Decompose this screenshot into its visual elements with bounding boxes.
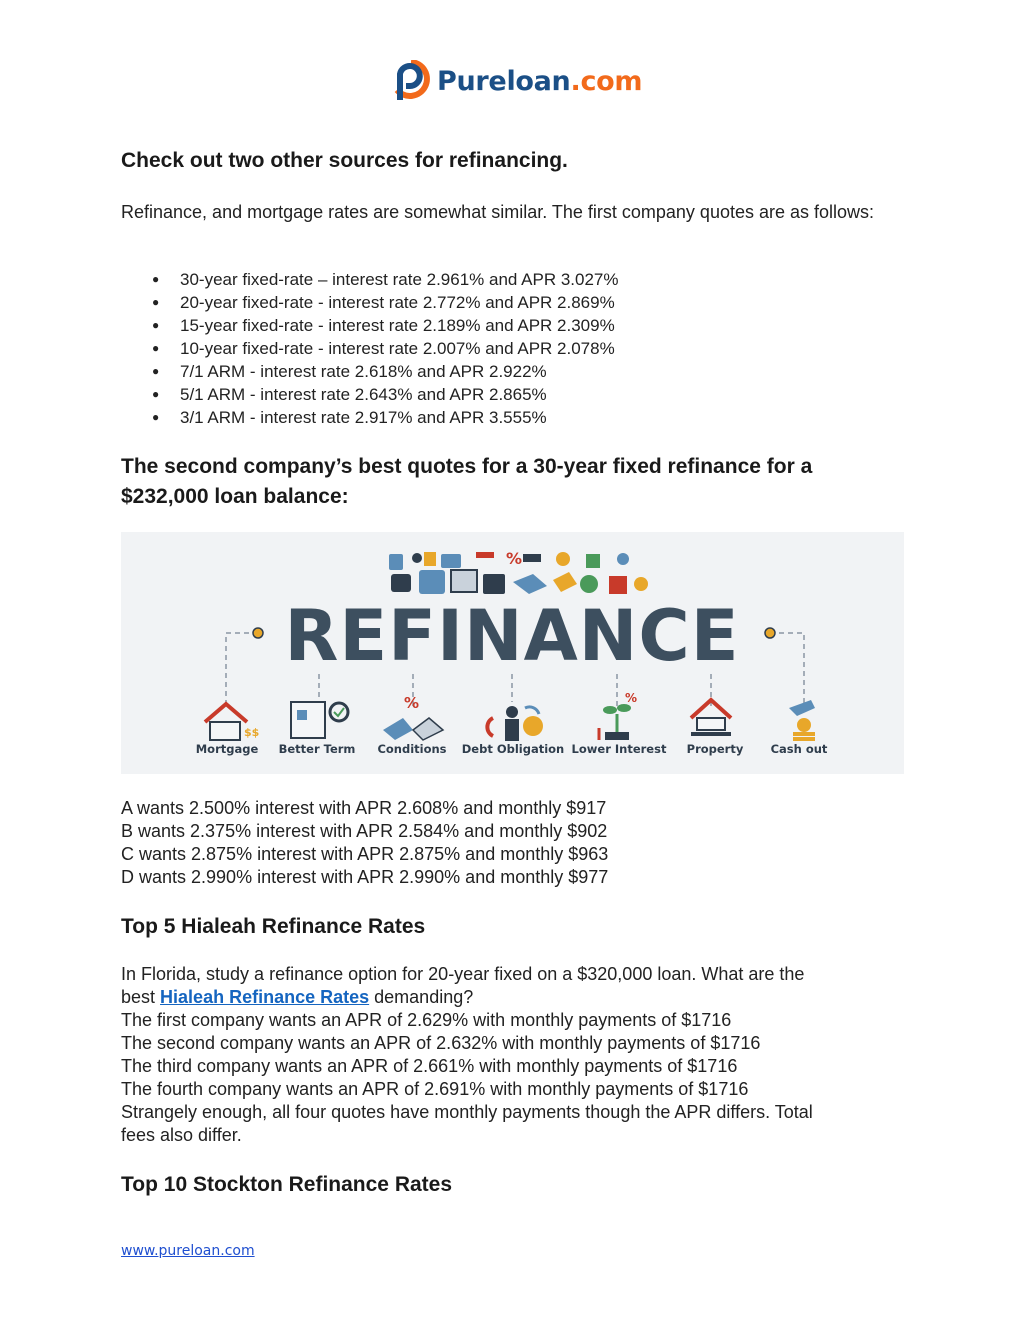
section-heading-hialeah: Top 5 Hialeah Refinance Rates	[121, 915, 426, 938]
company-apr-line: The fourth company wants an APR of 2.691% with monthly payments of $1716	[121, 1079, 749, 1099]
heading-line-1: The second company’s best quotes for a 30-year fixed refinance for a	[121, 455, 813, 478]
svg-text:%: %	[506, 549, 523, 568]
company-apr-line: The second company wants an APR of 2.632% with monthly payments of $1716	[121, 1033, 761, 1053]
demanding-text: demanding?	[374, 987, 474, 1007]
paragraph-line: In Florida, study a refinance option for 20-year fixed on a $320,000 loan. What are the	[121, 964, 805, 984]
company-apr-line: The first company wants an APR of 2.629% with monthly payments of $1716	[121, 1010, 732, 1030]
check-icon	[586, 554, 600, 568]
connector-dot-left	[253, 628, 263, 638]
mortgage-icon	[205, 704, 259, 740]
list-item: ● 20-year fixed-rate - interest rate 2.772% and APR 2.869%	[121, 291, 904, 314]
svg-text:%: %	[625, 691, 638, 705]
list-item: ● 30-year fixed-rate – interest rate 2.961% and APR 3.027%	[121, 268, 904, 291]
pen-icon	[476, 552, 494, 558]
list-item: ● 3/1 ARM - interest rate 2.917% and APR 3.555%	[121, 406, 904, 429]
person-icon	[412, 553, 422, 563]
svg-text:%: %	[404, 694, 420, 712]
heading-line-2: $232,000 loan balance:	[121, 485, 349, 508]
footer-website-link[interactable]: www.pureloan.com	[121, 1243, 255, 1259]
better-term-icon	[291, 702, 348, 738]
connector-dot-right	[765, 628, 775, 638]
debt-obligation-icon	[487, 706, 543, 741]
label-lower-interest: Lower Interest	[571, 742, 667, 756]
svg-text:$$: $$	[244, 726, 260, 739]
logo-wordmark	[437, 66, 642, 97]
quote-line: D wants 2.990% interest with APR 2.990% and monthly $977	[121, 867, 609, 887]
closing-line: Strangely enough, all four quotes have monthly payments though the APR differs. Total	[121, 1102, 813, 1122]
top-icons-row	[389, 549, 648, 594]
card-icon	[424, 552, 436, 566]
phone-icon	[391, 574, 411, 592]
quote-line: B wants 2.375% interest with APR 2.584% and monthly $902	[121, 821, 608, 841]
list-item: ● 10-year fixed-rate - interest rate 2.007% and APR 2.078%	[121, 337, 904, 360]
paragraph-line-with-link	[121, 986, 904, 1009]
best-text: best	[121, 987, 156, 1007]
hand-icon	[617, 553, 629, 565]
section-intro: Refinance, and mortgage rates are somewhat similar. The first company quotes are as follows:	[121, 202, 875, 222]
plant-icon	[580, 575, 598, 593]
second-company-quotes	[121, 797, 904, 889]
list-item: ● 5/1 ARM - interest rate 2.643% and APR 2.865%	[121, 383, 904, 406]
hialeah-paragraph	[121, 963, 904, 1147]
quote-line: C wants 2.875% interest with APR 2.875% and monthly $963	[121, 844, 609, 864]
cash-out-icon	[789, 700, 815, 741]
key-icon	[523, 554, 541, 562]
quote-line: A wants 2.500% interest with APR 2.608% and monthly $917	[121, 798, 607, 818]
company-apr-line: The third company wants an APR of 2.661% with monthly payments of $1716	[121, 1056, 738, 1076]
first-company-quotes-list	[121, 268, 904, 429]
list-item: ● 15-year fixed-rate - interest rate 2.189% and APR 2.309%	[121, 314, 904, 337]
section-heading-second-company	[121, 452, 904, 512]
handshake-right-icon	[553, 572, 577, 592]
section-heading-stockton: Top 10 Stockton Refinance Rates	[121, 1173, 453, 1196]
laptop-icon	[419, 570, 445, 594]
label-conditions: Conditions	[377, 742, 447, 756]
lower-interest-icon	[599, 691, 637, 740]
section-heading-sources: Check out two other sources for refinancing.	[121, 149, 568, 172]
closing-line: fees also differ.	[121, 1125, 242, 1145]
logo-main-text: Pureloan	[437, 65, 571, 97]
refinance-infographic	[121, 532, 904, 774]
refinance-illustration	[121, 532, 904, 774]
pureloan-logo-icon	[392, 60, 430, 102]
refinance-title: REFINANCE	[284, 595, 740, 677]
list-item: ● 7/1 ARM - interest rate 2.618% and APR 2.922%	[121, 360, 904, 383]
label-debt-obligation: Debt Obligation	[461, 742, 565, 756]
handshake-icon	[513, 574, 547, 594]
label-cash-out: Cash out	[770, 742, 828, 756]
conditions-icon	[383, 694, 443, 740]
site-logo[interactable]	[392, 58, 642, 104]
coin-icon	[556, 552, 570, 566]
coins-icon	[634, 577, 648, 591]
bank-icon	[451, 570, 477, 592]
money-icon	[483, 574, 505, 594]
label-property: Property	[686, 742, 744, 756]
hialeah-refinance-rates-link[interactable]: Hialeah Refinance Rates	[160, 987, 370, 1007]
label-better-term: Better Term	[278, 742, 356, 756]
house-small-icon	[609, 576, 627, 594]
document-icon	[389, 554, 403, 570]
logo-tld-text: .com	[570, 65, 643, 97]
calendar-icon	[441, 554, 461, 568]
label-mortgage: Mortgage	[195, 742, 259, 756]
